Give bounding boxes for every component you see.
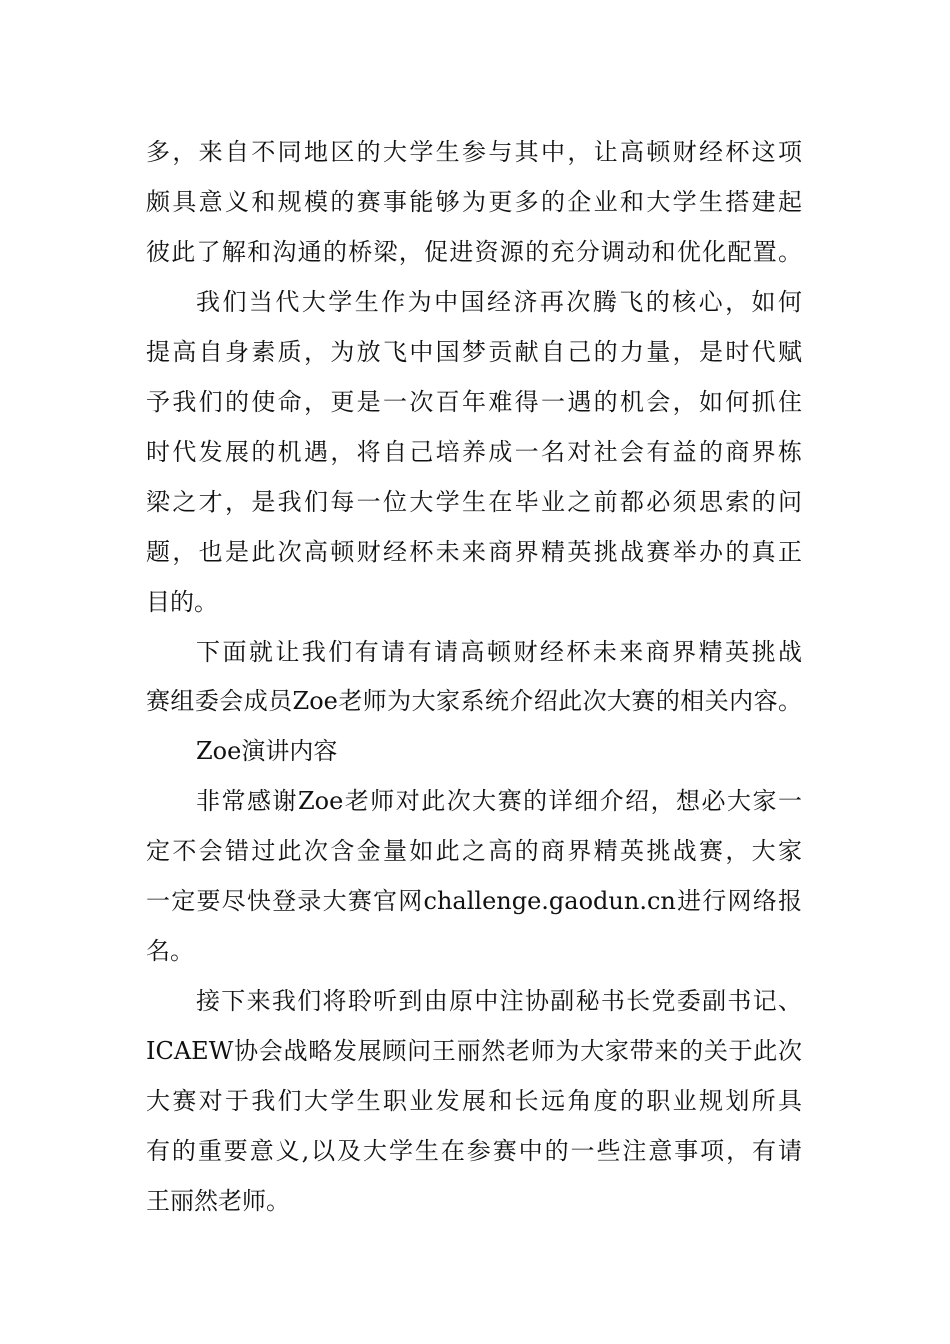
text-line: 目的。: [146, 587, 218, 616]
text-line: 一定要尽快登录大赛官网challenge.gaodun.cn进行网络报: [146, 887, 802, 916]
text-line: 下面就让我们有请有请高顿财经杯未来商界精英挑战: [196, 637, 802, 666]
text-line: 时代发展的机遇，将自己培养成一名对社会有益的商界栋: [146, 437, 802, 466]
text-line: 赛组委会成员Zoe老师为大家系统介绍此次大赛的相关内容。: [146, 687, 802, 716]
text-line: 非常感谢Zoe老师对此次大赛的详细介绍，想必大家一: [196, 787, 802, 816]
text-line: 题，也是此次高顿财经杯未来商界精英挑战赛举办的真正: [146, 537, 802, 566]
text-line: ICAEW协会战略发展顾问王丽然老师为大家带来的关于此次: [146, 1037, 802, 1066]
text-line: 多，来自不同地区的大学生参与其中，让高顿财经杯这项: [146, 138, 802, 166]
text-line: 王丽然老师。: [146, 1186, 290, 1215]
text-line: 彼此了解和沟通的桥梁，促进资源的充分调动和优化配置。: [146, 237, 802, 266]
text-line: 接下来我们将聆听到由原中注协副秘书长党委副书记、: [196, 987, 802, 1016]
text-line: 予我们的使命，更是一次百年难得一遇的机会，如何抓住: [146, 387, 802, 416]
text-line: 有的重要意义,以及大学生在参赛中的一些注意事项，有请: [146, 1137, 802, 1165]
text-line: 定不会错过此次含金量如此之高的商界精英挑战赛，大家: [146, 837, 802, 866]
text-line: 名。: [146, 937, 194, 966]
text-line: 大赛对于我们大学生职业发展和长远角度的职业规划所具: [146, 1087, 802, 1116]
text-line: 我们当代大学生作为中国经济再次腾飞的核心，如何: [196, 287, 802, 316]
text-line: 梁之才，是我们每一位大学生在毕业之前都必须思索的问: [146, 487, 802, 516]
text-line: 颇具意义和规模的赛事能够为更多的企业和大学生搭建起: [146, 187, 802, 216]
text-line: 提高自身素质，为放飞中国梦贡献自己的力量，是时代赋: [146, 337, 802, 366]
text-line: Zoe演讲内容: [196, 737, 338, 766]
